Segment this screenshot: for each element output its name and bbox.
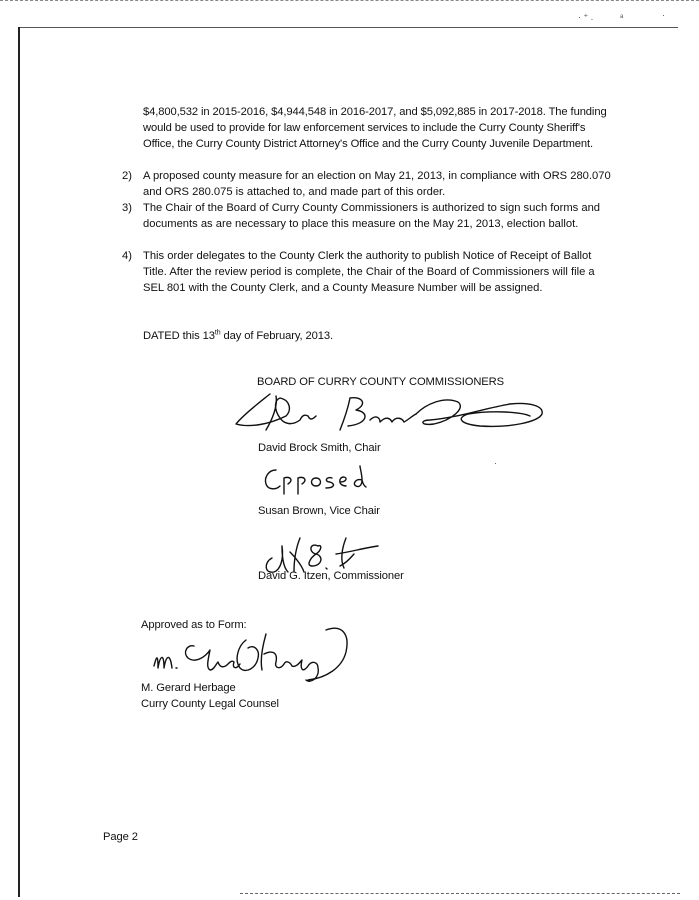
item-number: 4) xyxy=(122,250,132,262)
continuation-paragraph: $4,800,532 in 2015-2016, $4,944,548 in 2016-2017, and $5,092,885 in 2017-2018. The funding would be used to provide for law enforcement services to include the Curry County Sheriff's Office, the Curry County District Attorney's Office and the Curry County Juvenile Department. xyxy=(143,106,607,150)
commissioner-name: David G. Itzen, Commissioner xyxy=(258,570,404,582)
board-heading: BOARD OF CURRY COUNTY COMMISSIONERS xyxy=(257,376,505,388)
dated-prefix: DATED this 13 xyxy=(143,330,215,342)
counsel-name: M. Gerard Herbage xyxy=(141,682,236,694)
scan-speck: · ⁺ . xyxy=(578,12,594,22)
page-top-border xyxy=(18,27,678,28)
item-text: A proposed county measure for an election on May 21, 2013, in compliance with ORS 280.070 and ORS 280.075 is attached to, and made part of this order. xyxy=(143,170,611,198)
scan-speck: · xyxy=(662,10,665,20)
counsel-title: Curry County Legal Counsel xyxy=(141,698,279,710)
dated-line xyxy=(143,328,333,344)
chair-name: David Brock Smith, Chair xyxy=(258,442,381,454)
scan-speck: ᵃ xyxy=(620,12,624,22)
item-number: 2) xyxy=(122,170,132,182)
page-left-border xyxy=(18,27,20,897)
scan-top-edge xyxy=(0,0,699,5)
scan-speck: · xyxy=(494,458,497,468)
vice-chair-name: Susan Brown, Vice Chair xyxy=(258,505,380,517)
approved-label: Approved as to Form: xyxy=(141,619,247,631)
page-number: Page 2 xyxy=(103,831,138,843)
item-text: The Chair of the Board of Curry County Commissioners is authorized to sign such forms and documents as are necessary to place this measure on the May 21, 2013, election ballot. xyxy=(143,202,601,230)
opposed-handwritten-note xyxy=(262,466,372,494)
counsel-signature xyxy=(150,610,360,690)
chair-signature xyxy=(230,390,550,440)
page-bottom-border xyxy=(240,893,680,894)
dated-suffix: day of February, 2013. xyxy=(220,330,334,342)
item-text: This order delegates to the County Clerk the authority to publish Notice of Receipt of Ballot Title. After the review period is complete, the Chair of the Board of Commissioners will file a SEL 801 with the County Clerk, and a County Measure Number will be assigned. xyxy=(143,250,595,294)
item-number: 3) xyxy=(122,202,132,214)
dated-ordinal: th xyxy=(214,329,221,337)
